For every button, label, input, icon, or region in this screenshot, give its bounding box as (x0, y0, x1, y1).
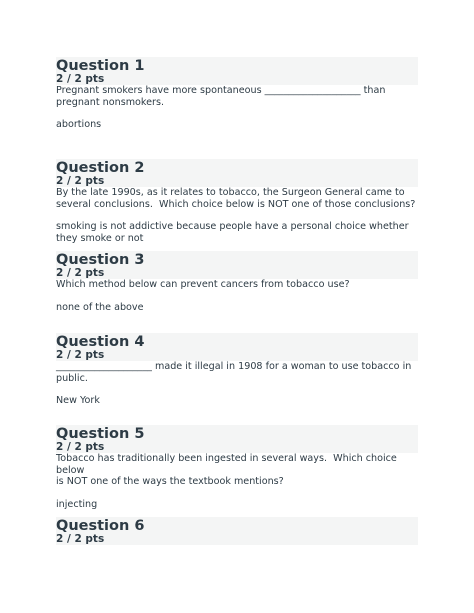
question-title: Question 2 (56, 160, 145, 176)
question-points: 2 / 2 pts (56, 441, 105, 453)
question-prompt: Pregnant smokers have more spontaneous ____________________ than pregnant nonsmokers. (56, 85, 386, 108)
question-title: Question 6 (56, 518, 145, 534)
question-2 (56, 159, 418, 244)
question-answer: injecting (56, 498, 98, 510)
question-header (56, 159, 418, 187)
question-points: 2 / 2 pts (56, 175, 105, 187)
question-title: Question 4 (56, 334, 145, 350)
question-header (56, 517, 418, 545)
question-points: 2 / 2 pts (56, 267, 105, 279)
question-header (56, 57, 418, 85)
question-points: 2 / 2 pts (56, 73, 105, 85)
question-header (56, 333, 418, 361)
question-title: Question 5 (56, 426, 145, 442)
question-prompt: Which method below can prevent cancers from tobacco use? (56, 279, 350, 290)
question-answer: abortions (56, 119, 102, 130)
question-title: Question 3 (56, 252, 145, 268)
question-answer: smoking is not addictive because people have a personal choice whether they smoke or not (56, 221, 409, 244)
question-prompt: By the late 1990s, as it relates to tobacco, the Surgeon General came to several conclusions. Which choice below is NOT one of those conclusions? (56, 187, 416, 210)
question-title: Question 1 (56, 58, 145, 74)
question-6 (56, 517, 418, 545)
question-5 (56, 425, 418, 510)
question-1 (56, 57, 418, 131)
question-3 (56, 251, 418, 313)
question-prompt: ____________________ made it illegal in 1908 for a woman to use tobacco in public. (56, 361, 412, 384)
question-header (56, 251, 418, 279)
question-points: 2 / 2 pts (56, 349, 105, 361)
question-points: 2 / 2 pts (56, 533, 105, 545)
question-4 (56, 333, 418, 407)
question-prompt: Tobacco has traditionally been ingested in several ways. Which choice below is NOT one of the ways the textbook mentions? (56, 453, 397, 487)
question-header (56, 425, 418, 453)
question-answer: New York (56, 395, 100, 406)
question-answer: none of the above (56, 301, 144, 313)
